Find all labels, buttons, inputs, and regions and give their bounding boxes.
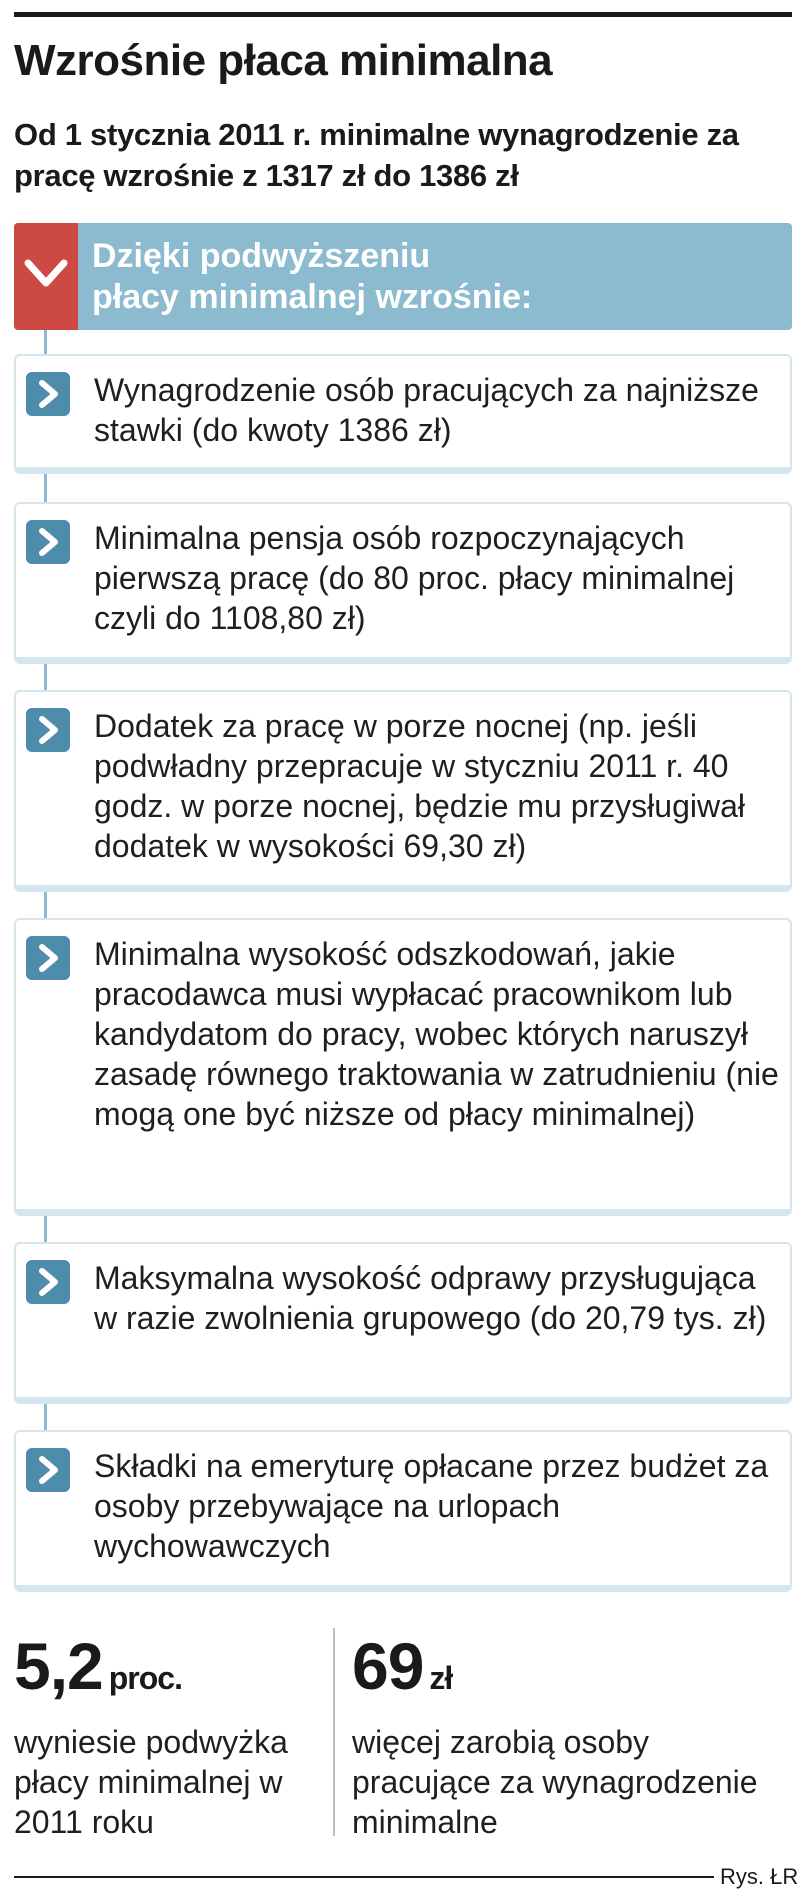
chevron-right-icon	[26, 1448, 70, 1492]
list-item-text: Wynagrodzenie osób pracujących za najniższe stawki (do kwoty 1386 zł)	[94, 372, 759, 448]
list-item-text: Maksymalna wysokość odprawy przysługująca w razie zwolnienia grupowego (do 20,79 tys. zł)	[94, 1260, 767, 1336]
bottom-rule	[14, 1876, 714, 1878]
chevron-right-icon	[26, 1260, 70, 1304]
chevron-right-icon	[26, 520, 70, 564]
list-item	[14, 1430, 792, 1592]
section-header-line-1: Dzięki podwyższeniu	[92, 237, 431, 275]
chevron-right-icon	[26, 372, 70, 416]
section-header-title	[92, 236, 782, 318]
chevron-right-icon	[26, 708, 70, 752]
stats-divider	[333, 1628, 335, 1836]
list-item	[14, 918, 792, 1216]
page-title: Wzrośnie płaca minimalna	[14, 36, 553, 85]
stat-value: 69	[352, 1629, 424, 1703]
chevron-down-icon	[14, 223, 78, 330]
list-item	[14, 690, 792, 892]
stat-unit: zł	[429, 1660, 453, 1696]
stat-value-line	[14, 1628, 319, 1716]
subtitle: Od 1 stycznia 2011 r. minimalne wynagrodzenie za pracę wzrośnie z 1317 zł do 1386 zł	[14, 117, 739, 193]
list-item-text: Minimalna wysokość odszkodowań, jakie pracodawca musi wypłacać pracownikom lub kandydatom do pracy, wobec których naruszył zasadę równego traktowania w zatrudnieniu (nie mogą one być niższe od płacy minimalnej)	[94, 936, 779, 1132]
stat-value: 5,2	[14, 1629, 103, 1703]
list-item	[14, 502, 792, 664]
chevron-right-icon	[26, 936, 70, 980]
credit: Rys. ŁR	[720, 1864, 799, 1889]
stat-raise-amount	[352, 1628, 792, 1842]
list-item-text: Składki na emeryturę opłacane przez budżet za osoby przebywające na urlopach wychowawczych	[94, 1448, 769, 1564]
stat-description: więcej zarobią osoby pracujące za wynagrodzenie minimalne	[352, 1724, 758, 1840]
stat-description: wyniesie podwyżka płacy minimalnej w 2011 roku	[14, 1724, 288, 1840]
top-rule	[14, 12, 792, 17]
stat-unit: proc.	[108, 1660, 182, 1696]
stat-value-line	[352, 1628, 792, 1716]
list-item-text: Dodatek za pracę w porze nocnej (np. jeśli podwładny przepracuje w styczniu 2011 r. 40 godz. w porze nocnej, będzie mu przysługiwał dodatek w wysokości 69,30 zł)	[94, 708, 745, 864]
header-tab	[14, 223, 78, 330]
section-header-line-2: płacy minimalnej wzrośnie:	[92, 278, 533, 316]
list-item	[14, 354, 792, 474]
stat-raise-percent	[14, 1628, 319, 1842]
list-item	[14, 1242, 792, 1404]
list-item-text: Minimalna pensja osób rozpoczynających pierwszą pracę (do 80 proc. płacy minimalnej czyli do 1108,80 zł)	[94, 520, 735, 636]
